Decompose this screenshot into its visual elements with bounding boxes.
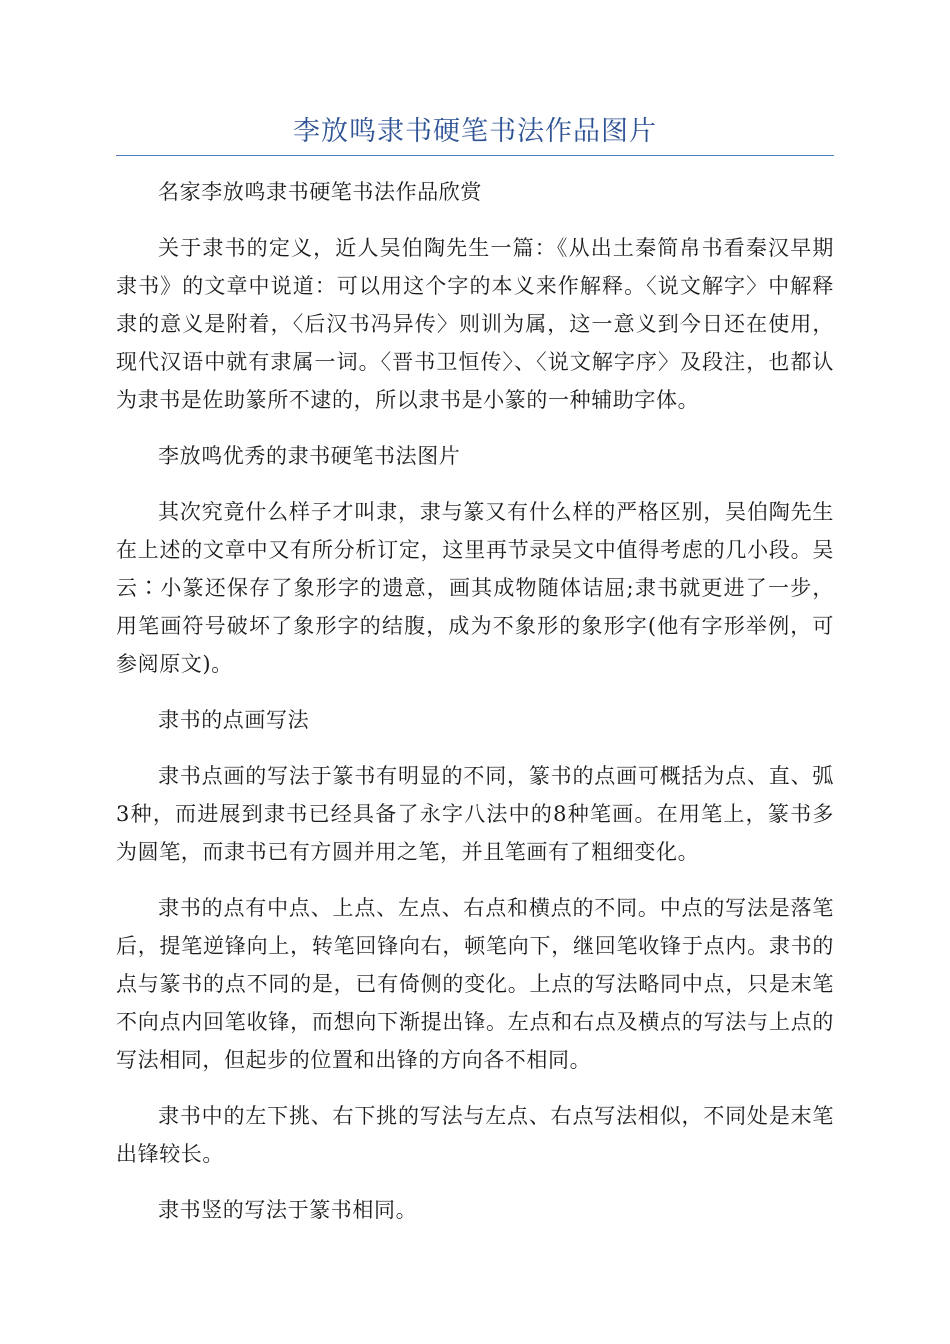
body-paragraph: 关于隶书的定义，近人吴伯陶先生一篇：《从出土秦简帛书看秦汉早期隶书》的文章中说道：可以用这个字的本义来作解释。〈说文解字〉中解释隶的意义是附着，〈后汉书冯异传〉则训为属，这一意义到今日还在使用，现代汉语中就有隶属一词。〈晋书卫恒传〉、〈说文解字序〉及段注，也都认为隶书是佐助篆所不逮的，所以隶书是小篆的一种辅助字体。 (116, 236, 834, 412)
title-underline (116, 155, 834, 156)
section-heading: 隶书的点画写法 (158, 708, 310, 732)
document-body (116, 173, 834, 1247)
section-heading: 名家李放鸣隶书硬笔书法作品欣赏 (158, 180, 482, 204)
body-paragraph: 隶书中的左下挑、右下挑的写法与左点、右点写法相似，不同处是末笔出锋较长。 (116, 1104, 834, 1166)
body-paragraph: 隶书的点有中点、上点、左点、右点和横点的不同。中点的写法是落笔后，提笔逆锋向上，转笔回锋向右，顿笔向下，继回笔收锋于点内。隶书的点与篆书的点不同的是，已有倚侧的变化。上点的写法略同中点，只是末笔不向点内回笔收锋，而想向下渐提出锋。左点和右点及横点的写法与上点的写法相同，但起步的位置和出锋的方向各不相同。 (116, 896, 834, 1072)
section-heading: 李放鸣优秀的隶书硬笔书法图片 (158, 444, 461, 468)
body-paragraph: 隶书点画的写法于篆书有明显的不同，篆书的点画可概括为点、直、弧3种，而进展到隶书已经具备了永字八法中的8种笔画。在用笔上，篆书多为圆笔，而隶书已有方圆并用之笔，并且笔画有了粗细变化。 (116, 764, 834, 864)
body-paragraph: 隶书竖的写法于篆书相同。 (158, 1198, 418, 1222)
body-paragraph: 其次究竟什么样子才叫隶，隶与篆又有什么样的严格区别，吴伯陶先生在上述的文章中又有所分析订定，这里再节录吴文中值得考虑的几小段。吴云∶小篆还保存了象形字的遗意，画其成物随体诘屈;隶书就更进了一步，用笔画符号破坏了象形字的结腹，成为不象形的象形字(他有字形举例，可参阅原文)。 (116, 500, 834, 676)
document-title: 李放鸣隶书硬笔书法作品图片 (293, 116, 657, 147)
